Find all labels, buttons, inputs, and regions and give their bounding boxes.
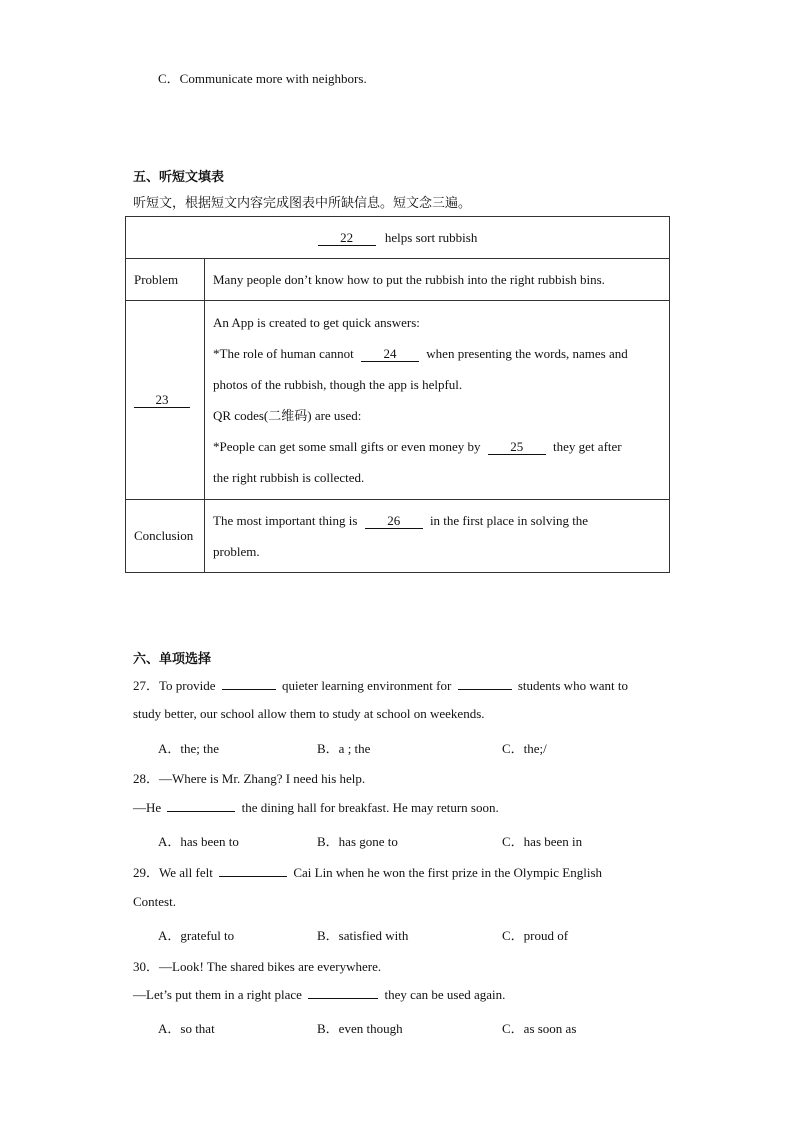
problem-row <box>126 259 670 301</box>
conclusion-label: Conclusion <box>126 500 205 573</box>
middle-line2 <box>213 338 661 369</box>
problem-label: Problem <box>126 259 205 301</box>
q28-text-b: the dining hall for breakfast. He may return soon. <box>241 800 499 815</box>
q27-blank-1[interactable] <box>222 689 276 690</box>
middle-line6: the right rubbish is collected. <box>213 470 365 485</box>
blank-25[interactable]: 25 <box>488 440 546 455</box>
q28-blank[interactable] <box>167 811 235 812</box>
q30-text-b: they can be used again. <box>384 987 506 1002</box>
section5-instruction: 听短文，根据短文内容完成图表中所缺信息。短文念三遍。 <box>133 196 472 211</box>
conclusion-post: in the first place in solving the <box>429 513 589 528</box>
q27-text-b: quieter learning environment for <box>282 678 452 693</box>
q29-blank[interactable] <box>219 876 287 877</box>
middle-line2-post: when presenting the words, names and <box>426 346 628 361</box>
q30-line1: 30．—Look! The shared bikes are everywhere. <box>133 959 382 974</box>
q30-option-a[interactable]: A．so that <box>158 1021 215 1036</box>
q30-blank[interactable] <box>308 998 378 999</box>
problem-text: Many people don’t know how to put the rubbish into the right rubbish bins. <box>205 259 670 301</box>
q30-text-a: —Let’s put them in a right place <box>133 987 302 1002</box>
middle-line5 <box>213 431 661 462</box>
fill-in-table <box>125 216 670 573</box>
q29-text-a: 29．We all felt <box>133 865 213 880</box>
middle-line4: QR codes(二维码) are used: <box>213 408 362 423</box>
table-header-row <box>126 217 670 259</box>
middle-line5-post: they get after <box>553 439 622 454</box>
q27-option-b[interactable]: B．a ; the <box>317 741 371 756</box>
q30-option-b[interactable]: B．even though <box>317 1021 403 1036</box>
q29-line1 <box>133 862 602 881</box>
q27-line2: study better, our school allow them to study at school on weekends. <box>133 706 485 721</box>
middle-line1: An App is created to get quick answers: <box>213 315 420 330</box>
conclusion-line2: problem. <box>213 544 260 559</box>
section6-title: 六、单项选择 <box>133 652 212 667</box>
q28-option-c[interactable]: C．has been in <box>502 834 583 849</box>
q28-option-b[interactable]: B．has gone to <box>317 834 398 849</box>
middle-line5-pre: *People can get some small gifts or even money by <box>213 439 481 454</box>
middle-line2-pre: *The role of human cannot <box>213 346 354 361</box>
middle-row <box>126 301 670 500</box>
conclusion-row <box>126 500 670 573</box>
q28-line1: 28．—Where is Mr. Zhang? I need his help. <box>133 771 366 786</box>
blank-23[interactable]: 23 <box>134 393 190 408</box>
q29-option-c[interactable]: C．proud of <box>502 928 569 943</box>
q29-line2: Contest. <box>133 894 176 909</box>
q27-option-a[interactable]: A．the; the <box>158 741 220 756</box>
q27-option-c[interactable]: C．the;/ <box>502 741 547 756</box>
blank-22[interactable]: 22 <box>318 231 376 246</box>
section5-title: 五、听短文填表 <box>133 170 225 185</box>
q30-line2 <box>133 987 505 1003</box>
q27-text-c: students who want to <box>517 678 628 693</box>
q27-line1 <box>133 675 628 694</box>
q29-option-a[interactable]: A．grateful to <box>158 928 235 943</box>
q28-text-a: —He <box>133 800 162 815</box>
option-c-communicate: C．Communicate more with neighbors. <box>158 71 367 86</box>
q28-line2 <box>133 800 499 816</box>
blank-24[interactable]: 24 <box>361 347 419 362</box>
blank-26[interactable]: 26 <box>365 514 423 529</box>
conclusion-line1 <box>213 505 661 536</box>
q30-option-c[interactable]: C．as soon as <box>502 1021 577 1036</box>
header-text: helps sort rubbish <box>384 229 478 245</box>
q29-text-b: Cai Lin when he won the first prize in the Olympic English <box>293 865 603 880</box>
q28-option-a[interactable]: A．has been to <box>158 834 239 849</box>
middle-line3: photos of the rubbish, though the app is helpful. <box>213 377 463 392</box>
q29-option-b[interactable]: B．satisfied with <box>317 928 409 943</box>
q27-blank-2[interactable] <box>458 689 512 690</box>
q27-text-a: 27．To provide <box>133 678 216 693</box>
conclusion-pre: The most important thing is <box>213 513 358 528</box>
